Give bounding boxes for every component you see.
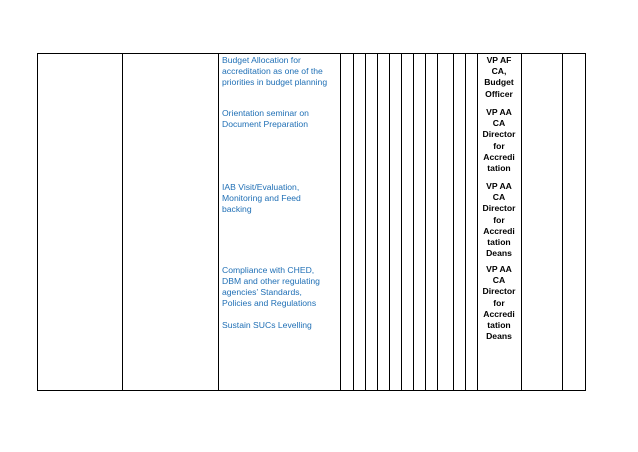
column-rule <box>340 53 341 391</box>
responsible-line: Deans <box>486 248 512 259</box>
responsible-line: Accredi <box>483 308 515 319</box>
responsible-iab-visit <box>477 181 521 259</box>
row-rule <box>37 53 586 54</box>
responsible-line: tation <box>487 320 511 331</box>
responsible-line: tation <box>487 237 511 248</box>
column-rule <box>562 53 563 391</box>
column-rule <box>425 53 426 391</box>
activity-line: Budget Allocation for <box>222 55 301 65</box>
responsible-orientation <box>477 107 521 174</box>
activity-line: Compliance with CHED, <box>222 265 315 275</box>
responsible-line: Director <box>482 129 516 140</box>
column-rule <box>218 53 219 391</box>
activity-line: Orientation seminar on <box>222 108 309 118</box>
activity-iab-visit <box>222 182 340 215</box>
column-rule <box>413 53 414 391</box>
responsible-line: CA <box>492 118 506 129</box>
row-rule <box>37 390 586 391</box>
activity-line: agencies’ Standards, <box>222 287 302 297</box>
activity-compliance <box>222 265 340 331</box>
activity-budget-allocation <box>222 55 340 88</box>
activity-line: accreditation as one of the <box>222 66 323 76</box>
responsible-line: for <box>493 297 505 308</box>
responsible-line: CA, <box>491 66 507 77</box>
responsible-compliance <box>477 264 521 342</box>
activity-line: IAB Visit/Evaluation, <box>222 182 300 192</box>
activity-line: Policies and Regulations <box>222 298 317 308</box>
activity-line: backing <box>222 204 252 214</box>
responsible-line: CA <box>492 275 506 286</box>
responsible-line: for <box>493 140 505 151</box>
column-rule <box>365 53 366 391</box>
responsible-line: for <box>493 214 505 225</box>
column-rule <box>585 53 586 391</box>
column-rule <box>437 53 438 391</box>
responsible-line: tation <box>487 163 511 174</box>
activity-line: DBM and other regulating <box>222 276 320 286</box>
activity-line: Monitoring and Feed <box>222 193 301 203</box>
responsible-budget <box>477 55 521 100</box>
responsible-line: VP AA <box>486 264 512 274</box>
responsible-line: Deans <box>486 331 512 342</box>
responsible-line: Budget <box>484 77 514 88</box>
responsible-line: Accredi <box>483 151 515 162</box>
column-rule <box>453 53 454 391</box>
column-rule <box>122 53 123 391</box>
responsible-line: VP AA <box>486 107 512 117</box>
column-rule <box>353 53 354 391</box>
responsible-line: Director <box>482 203 516 214</box>
responsible-line: Accredi <box>483 225 515 236</box>
column-rule <box>37 53 38 391</box>
responsible-line: Officer <box>485 88 513 99</box>
column-rule <box>465 53 466 391</box>
column-rule <box>521 53 522 391</box>
column-rule <box>389 53 390 391</box>
responsible-line: CA <box>492 192 506 203</box>
responsible-line: VP AA <box>486 181 512 191</box>
activity-line: priorities in budget planning <box>222 77 328 87</box>
responsible-line: VP AF <box>486 55 512 65</box>
activity-orientation-seminar <box>222 108 340 130</box>
responsible-line: Director <box>482 286 516 297</box>
activity-line: Document Preparation <box>222 119 308 129</box>
column-rule <box>401 53 402 391</box>
column-rule <box>377 53 378 391</box>
activity-line: Sustain SUCs Levelling <box>222 320 312 330</box>
